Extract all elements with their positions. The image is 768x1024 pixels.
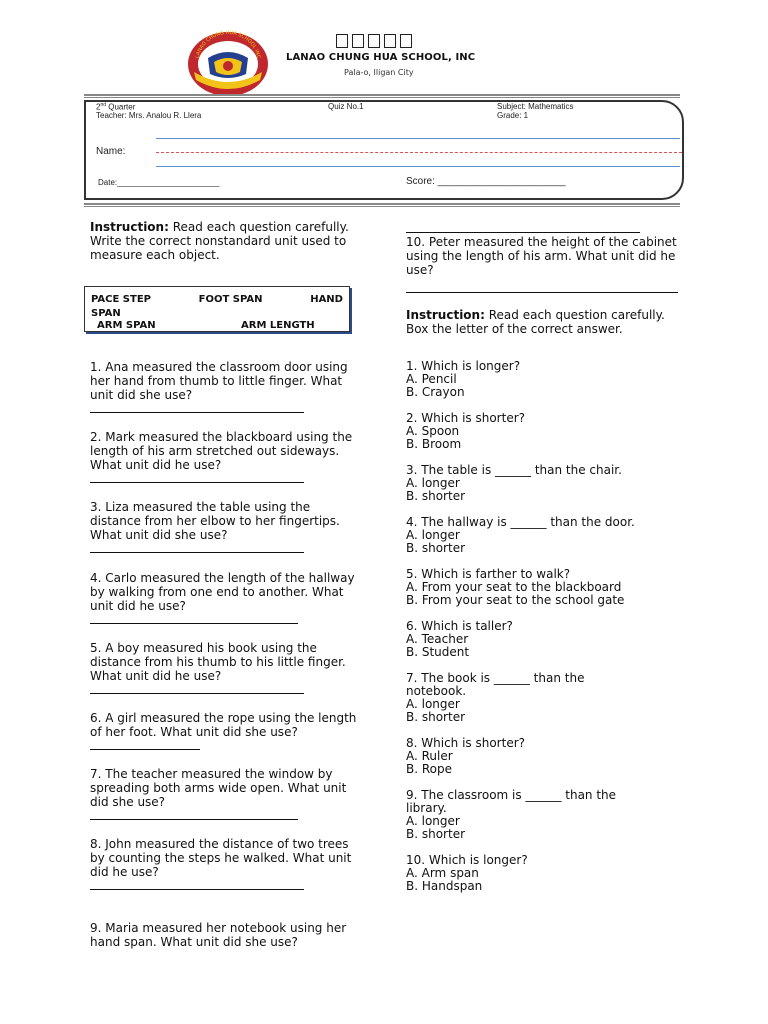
chinese-glyph bbox=[336, 34, 348, 48]
unit-choices-box bbox=[84, 286, 350, 332]
section-rule bbox=[84, 206, 680, 207]
part2-question-1: 1. Which is longer? A. Pencil B. Crayon bbox=[406, 360, 696, 399]
choice-b[interactable]: B. shorter bbox=[406, 489, 466, 503]
unit-pace-step: PACE STEP bbox=[91, 294, 151, 305]
part2-question-6: 6. Which is taller? A. Teacher B. Student bbox=[406, 620, 696, 659]
score-field[interactable]: Score: _______________________ bbox=[406, 176, 566, 187]
answer-blank[interactable] bbox=[90, 613, 298, 624]
unit-arm-length: ARM LENGTH bbox=[241, 320, 315, 331]
instruction-bold: Instruction: bbox=[406, 308, 485, 322]
answer-blank[interactable] bbox=[90, 472, 304, 483]
answer-blank[interactable] bbox=[90, 809, 298, 820]
subject-label: Subject: Mathematics bbox=[497, 102, 574, 111]
school-location: Pala-o, Iligan City bbox=[344, 68, 414, 77]
choice-b[interactable]: B. Rope bbox=[406, 762, 453, 776]
name-write-line[interactable] bbox=[156, 152, 682, 153]
grade-label: Grade: 1 bbox=[497, 111, 529, 120]
part2-question-4: 4. The hallway is ______ than the door. A. longer B. shorter bbox=[406, 516, 696, 555]
choice-b[interactable]: B. shorter bbox=[406, 827, 466, 841]
choice-b[interactable]: B. Handspan bbox=[406, 879, 483, 893]
part2-question-7: 7. The book is ______ than the notebook. A. longer B. shorter bbox=[406, 672, 626, 724]
answer-blank[interactable] bbox=[90, 879, 304, 890]
choice-a[interactable]: A. longer bbox=[406, 814, 460, 828]
choice-b[interactable]: B. Student bbox=[406, 645, 470, 659]
q10-answer-blank[interactable] bbox=[406, 292, 678, 293]
choice-a[interactable]: A. longer bbox=[406, 476, 460, 490]
unit-arm-span: ARM SPAN bbox=[97, 320, 156, 331]
choice-b[interactable]: B. shorter bbox=[406, 541, 466, 555]
part1-question-10: 10. Peter measured the height of the cabinet using the length of his arm. What unit did he use? bbox=[406, 235, 677, 277]
name-guide-line bbox=[156, 138, 680, 139]
choice-b[interactable]: B. shorter bbox=[406, 710, 466, 724]
part2-question-3: 3. The table is ______ than the chair. A. longer B. shorter bbox=[406, 464, 696, 503]
school-logo bbox=[176, 28, 280, 96]
choice-b[interactable]: B. Crayon bbox=[406, 385, 465, 399]
part2-question-10: 10. Which is longer? A. Arm span B. Handspan bbox=[406, 854, 696, 893]
header-rule bbox=[84, 97, 680, 98]
part1-question-4: 4. Carlo measured the length of the hallway by walking from one end to another. What unit did he use? bbox=[90, 571, 358, 627]
name-label: Name: bbox=[96, 146, 126, 157]
part2-question-9: 9. The classroom is ______ than the library. A. longer B. shorter bbox=[406, 789, 656, 841]
chinese-glyph bbox=[400, 34, 412, 48]
part1-question-2: 2. Mark measured the blackboard using the length of his arm stretched out sideways. What unit did he use? bbox=[90, 430, 358, 486]
name-guide-line bbox=[156, 166, 680, 167]
part2-question-5: 5. Which is farther to walk? A. From your seat to the blackboard B. From your seat to the school gate bbox=[406, 568, 696, 607]
section-rule bbox=[84, 203, 680, 205]
choice-a[interactable]: A. longer bbox=[406, 697, 460, 711]
part1-question-3: 3. Liza measured the table using the distance from her elbow to her fingertips. What unit did she use? bbox=[90, 500, 358, 556]
unit-foot-span: FOOT SPAN bbox=[198, 294, 263, 305]
chinese-glyph bbox=[352, 34, 364, 48]
part1-instruction: Instruction: Read each question carefully. Write the correct nonstandard unit used to measure each object. bbox=[90, 220, 349, 262]
part1-question-5: 5. A boy measured his book using the distance from his thumb to his little finger. What unit did he use? bbox=[90, 641, 358, 697]
answer-blank[interactable] bbox=[90, 683, 304, 694]
answer-blank[interactable] bbox=[90, 542, 304, 553]
part2-question-2: 2. Which is shorter? A. Spoon B. Broom bbox=[406, 412, 696, 451]
date-field[interactable]: Date:_______________________ bbox=[98, 178, 220, 187]
quiz-label: Quiz No.1 bbox=[328, 102, 364, 111]
quarter-label: 2nd Quarter bbox=[96, 102, 136, 112]
part1-question-8: 8. John measured the distance of two trees by counting the steps he walked. What unit did he use? bbox=[90, 837, 358, 893]
part1-question-7: 7. The teacher measured the window by spreading both arms wide open. What unit did she use? bbox=[90, 767, 358, 823]
answer-blank[interactable] bbox=[90, 402, 304, 413]
choice-b[interactable]: B. Broom bbox=[406, 437, 462, 451]
chinese-school-name bbox=[336, 34, 440, 50]
choice-a[interactable]: A. longer bbox=[406, 528, 460, 542]
choice-a[interactable]: A. Arm span bbox=[406, 866, 479, 880]
part1-question-6: 6. A girl measured the rope using the length of her foot. What unit did she use? bbox=[90, 711, 358, 753]
unit-hand: HAND bbox=[310, 294, 343, 305]
answer-blank[interactable] bbox=[90, 739, 200, 750]
choice-a[interactable]: A. Pencil bbox=[406, 372, 457, 386]
part2-question-8: 8. Which is shorter? A. Ruler B. Rope bbox=[406, 737, 696, 776]
part1-question-1: 1. Ana measured the classroom door using her hand from thumb to little finger. What unit did she use? bbox=[90, 360, 358, 416]
part1-question-9: 9. Maria measured her notebook using her hand span. What unit did she use? bbox=[90, 921, 347, 949]
choice-b[interactable]: B. From your seat to the school gate bbox=[406, 593, 625, 607]
choice-a[interactable]: A. Spoon bbox=[406, 424, 460, 438]
teacher-label: Teacher: Mrs. Analou R. Llera bbox=[96, 111, 202, 120]
choice-a[interactable]: A. Ruler bbox=[406, 749, 453, 763]
q9-answer-blank[interactable] bbox=[406, 232, 640, 233]
choice-a[interactable]: A. Teacher bbox=[406, 632, 469, 646]
school-name: LANAO CHUNG HUA SCHOOL, INC bbox=[286, 52, 476, 63]
unit-span: SPAN bbox=[91, 308, 121, 319]
chinese-glyph bbox=[384, 34, 396, 48]
instruction-bold: Instruction: bbox=[90, 220, 169, 234]
choice-a[interactable]: A. From your seat to the blackboard bbox=[406, 580, 622, 594]
chinese-glyph bbox=[368, 34, 380, 48]
svg-text:LANAO CHUNG HUA SCHOOL INC: LANAO CHUNG HUA SCHOOL INC bbox=[194, 29, 262, 60]
header-rule bbox=[84, 94, 680, 96]
part2-instruction: Instruction: Read each question carefully. Box the letter of the correct answer. bbox=[406, 308, 665, 336]
